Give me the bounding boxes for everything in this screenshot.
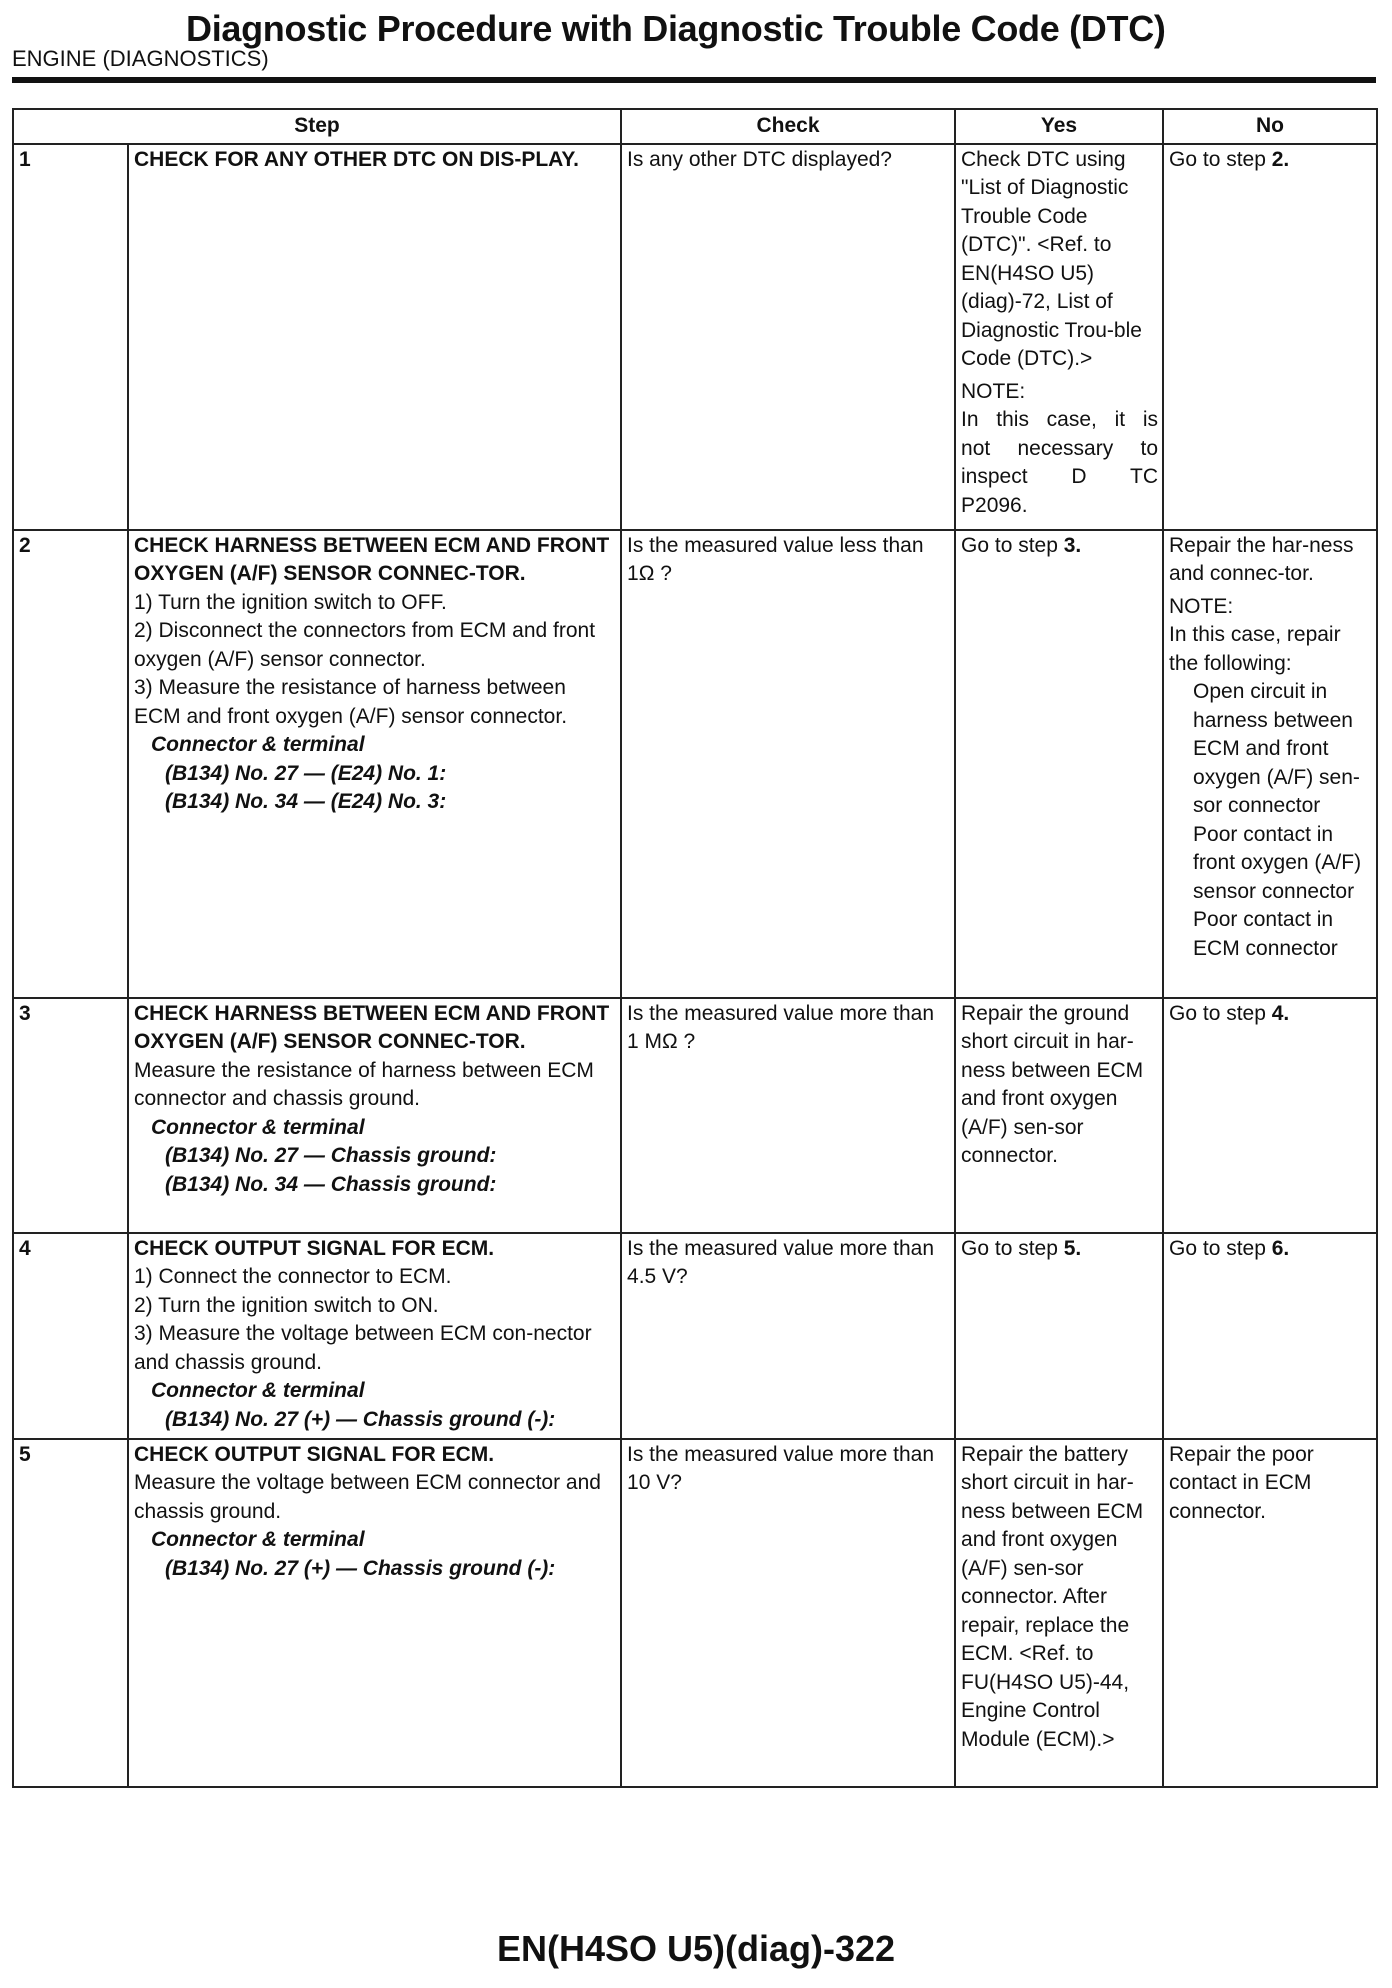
step-title: CHECK HARNESS BETWEEN ECM AND FRONT OXYGEN (A/F) SENSOR CONNEC-TOR. — [134, 1001, 610, 1053]
yes-cell — [955, 1233, 1163, 1439]
go-to-step-number: 5. — [1063, 1236, 1082, 1260]
step-cell — [128, 1439, 621, 1787]
yes-text: Check DTC using "List of Diagnostic Trouble Code (DTC)". <Ref. to EN(H4SO U5)(diag)-72, List of Diagnostic Trou-ble Code (DTC).> — [961, 147, 1142, 370]
section-label: ENGINE (DIAGNOSTICS) — [12, 46, 269, 71]
step-number: 5 — [13, 1439, 128, 1787]
note-label: NOTE: — [961, 379, 1026, 403]
yes-cell — [955, 530, 1163, 998]
step-cell — [128, 530, 621, 998]
yes-cell: Repair the ground short circuit in har-ness between ECM and front oxygen (A/F) sen-sor connector. — [955, 998, 1163, 1233]
procedure-step: 1) Connect the connector to ECM. — [134, 1265, 452, 1288]
yes-cell — [955, 144, 1163, 530]
go-to-step-text: Go to step — [1169, 1236, 1272, 1260]
note-line: In this case, it is — [961, 408, 1159, 431]
go-to-step-number: 6. — [1271, 1236, 1290, 1260]
check-cell: Is the measured value less than 1Ω ? — [621, 530, 955, 998]
page-title: Diagnostic Procedure with Diagnostic Trouble Code (DTC) — [186, 8, 1166, 49]
go-to-step-number: 3. — [1063, 533, 1082, 557]
check-cell: Is the measured value more than 10 V? — [621, 1439, 955, 1787]
procedure-step: 3) Measure the resistance of harness between ECM and front oxygen (A/F) sensor connector. — [134, 676, 568, 728]
page-number: EN(H4SO U5)(diag)-322 — [496, 1928, 896, 1969]
connector-terminal: (B134) No. 27 (+) — Chassis ground (-): — [165, 1556, 556, 1580]
column-header-check: Check — [621, 109, 955, 144]
connector-terminal: (B134) No. 34 — Chassis ground: — [165, 1172, 497, 1196]
header-divider — [12, 77, 1376, 83]
procedure-text: Measure the voltage between ECM connector and chassis ground. — [134, 1471, 601, 1523]
table-header-row — [13, 109, 1377, 144]
step-title: CHECK FOR ANY OTHER DTC ON DIS-PLAY. — [134, 147, 579, 171]
note-line: inspect D TC — [961, 465, 1159, 488]
connector-terminal: (B134) No. 27 — (E24) No. 1: — [165, 761, 447, 785]
repair-item: Poor contact in front oxygen (A/F) sensor connector — [1193, 822, 1362, 903]
table-row — [13, 998, 1377, 1233]
step-cell — [128, 1233, 621, 1439]
go-to-step-text: Go to step — [961, 533, 1064, 557]
procedure-text: Measure the resistance of harness between ECM connector and chassis ground. — [134, 1058, 594, 1110]
check-cell: Is the measured value more than 4.5 V? — [621, 1233, 955, 1439]
step-cell — [128, 144, 621, 530]
connector-terminal: (B134) No. 27 — Chassis ground: — [165, 1144, 497, 1167]
diagnostic-table — [12, 108, 1378, 1788]
no-text: Repair the har-ness and connec-tor. — [1169, 533, 1354, 585]
step-title: CHECK OUTPUT SIGNAL FOR ECM. — [134, 1442, 495, 1466]
note-line: P2096. — [961, 493, 1028, 517]
connector-terminal: (B134) No. 27 (+) — Chassis ground (-): — [165, 1407, 556, 1431]
step-cell — [128, 998, 621, 1233]
column-header-yes: Yes — [955, 109, 1163, 144]
note-text: In this case, repair the following: — [1169, 623, 1341, 675]
column-header-step: Step — [13, 109, 621, 144]
no-cell — [1163, 998, 1377, 1233]
no-cell: Repair the poor contact in ECM connector. — [1163, 1439, 1377, 1787]
connector-heading: Connector & terminal — [151, 733, 365, 756]
go-to-step-number: 2. — [1271, 147, 1290, 171]
go-to-step-number: 4. — [1271, 1001, 1290, 1025]
connector-heading: Connector & terminal — [151, 1528, 365, 1551]
yes-cell: Repair the battery short circuit in har-ness between ECM and front oxygen (A/F) sen-sor connector. After repair, replace the ECM. <Ref. to FU(H4SO U5)-44, Engine Control Module (ECM).> — [955, 1439, 1163, 1787]
note-line: not necessary to — [961, 436, 1159, 460]
step-number: 2 — [13, 530, 128, 998]
table-row — [13, 1233, 1377, 1439]
check-cell: Is the measured value more than 1 MΩ ? — [621, 998, 955, 1233]
column-header-no: No — [1163, 109, 1377, 144]
table-row — [13, 530, 1377, 998]
procedure-step: 2) Turn the ignition switch to ON. — [134, 1293, 439, 1317]
connector-heading: Connector & terminal — [151, 1115, 365, 1139]
repair-item: Poor contact in ECM connector — [1193, 908, 1338, 960]
check-cell: Is any other DTC displayed? — [621, 144, 955, 530]
table-row — [13, 144, 1377, 530]
step-number: 3 — [13, 998, 128, 1233]
no-cell — [1163, 144, 1377, 530]
procedure-step: 1) Turn the ignition switch to OFF. — [134, 590, 447, 614]
procedure-step: 2) Disconnect the connectors from ECM and front oxygen (A/F) sensor connector. — [134, 619, 596, 671]
table-row — [13, 1439, 1377, 1787]
no-cell — [1163, 530, 1377, 998]
note-label: NOTE: — [1169, 594, 1234, 618]
go-to-step-text: Go to step — [961, 1236, 1064, 1260]
repair-item: Open circuit in harness between ECM and front oxygen (A/F) sen-sor connector — [1193, 680, 1360, 817]
go-to-step-text: Go to step — [1169, 147, 1272, 171]
step-number: 1 — [13, 144, 128, 530]
connector-heading: Connector & terminal — [151, 1379, 365, 1402]
go-to-step-text: Go to step — [1169, 1001, 1272, 1025]
connector-terminal: (B134) No. 34 — (E24) No. 3: — [165, 790, 447, 813]
step-title: CHECK OUTPUT SIGNAL FOR ECM. — [134, 1236, 495, 1260]
step-number: 4 — [13, 1233, 128, 1439]
no-cell — [1163, 1233, 1377, 1439]
procedure-step: 3) Measure the voltage between ECM con-nector and chassis ground. — [134, 1322, 592, 1374]
step-title: CHECK HARNESS BETWEEN ECM AND FRONT OXYGEN (A/F) SENSOR CONNEC-TOR. — [134, 533, 610, 585]
